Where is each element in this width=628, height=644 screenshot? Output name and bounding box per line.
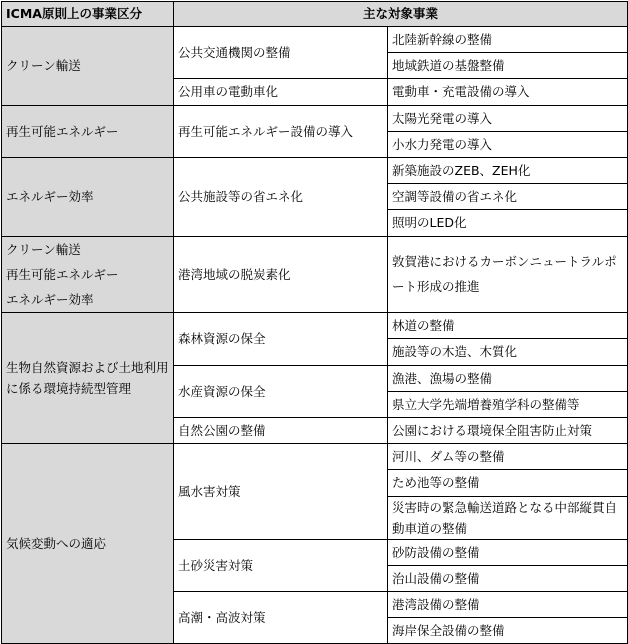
target-project-cell: 地域鉄道の基盤整備 bbox=[388, 53, 628, 79]
category-line: エネルギー効率 bbox=[6, 292, 94, 308]
sub-project-cell: 水産資源の保全 bbox=[174, 365, 388, 417]
target-project-cell: 空調等設備の省エネ化 bbox=[388, 184, 628, 210]
category-cell bbox=[2, 105, 174, 157]
category-line: 生物自然資源および土地利用に係る環境持続型管理 bbox=[6, 360, 169, 397]
target-project-cell: 新築施設のZEB、ZEH化 bbox=[388, 158, 628, 184]
header-row bbox=[2, 2, 628, 27]
table-row bbox=[2, 105, 628, 131]
sub-project-cell: 自然公園の整備 bbox=[174, 418, 388, 444]
sub-project-cell: 土砂災害対策 bbox=[174, 539, 388, 591]
sub-project-cell: 再生可能エネルギー設備の導入 bbox=[174, 105, 388, 157]
target-project-cell: 敦賀港におけるカーボンニュートラルポート形成の推進 bbox=[388, 236, 628, 313]
target-project-cell: 北陸新幹線の整備 bbox=[388, 27, 628, 53]
category-line: 気候変動への適応 bbox=[6, 536, 107, 552]
target-project-cell: 小水力発電の導入 bbox=[388, 131, 628, 157]
sub-project-cell: 高潮・高波対策 bbox=[174, 592, 388, 644]
category-cell bbox=[2, 313, 174, 444]
table-row bbox=[2, 313, 628, 339]
category-line: 再生可能エネルギー bbox=[6, 123, 119, 139]
target-project-cell: 漁港、漁場の整備 bbox=[388, 365, 628, 391]
sub-project-cell: 公用車の電動車化 bbox=[174, 79, 388, 105]
target-project-cell: 砂防設備の整備 bbox=[388, 539, 628, 565]
category-line: エネルギー効率 bbox=[6, 189, 94, 205]
category-line: クリーン輸送 bbox=[6, 58, 81, 74]
sub-project-cell: 風水害対策 bbox=[174, 444, 388, 539]
header-targets: 主な対象事業 bbox=[174, 2, 628, 27]
target-project-cell: 県立大学先端増養殖学科の整備等 bbox=[388, 391, 628, 417]
category-cell bbox=[2, 27, 174, 106]
target-project-cell: ため池等の整備 bbox=[388, 470, 628, 496]
sub-project-cell: 港湾地域の脱炭素化 bbox=[174, 236, 388, 313]
category-cell bbox=[2, 444, 174, 644]
header-category: ICMA原則上の事業区分 bbox=[2, 2, 174, 27]
category-line: 再生可能エネルギー bbox=[6, 266, 119, 282]
category-cell bbox=[2, 236, 174, 313]
target-project-cell: 治山設備の整備 bbox=[388, 565, 628, 591]
project-category-table bbox=[1, 1, 628, 644]
target-project-cell: 海岸保全設備の整備 bbox=[388, 618, 628, 644]
sub-project-cell: 公共交通機関の整備 bbox=[174, 27, 388, 79]
target-project-cell: 照明のLED化 bbox=[388, 210, 628, 236]
target-project-cell: 電動車・充電設備の導入 bbox=[388, 79, 628, 105]
table-row bbox=[2, 236, 628, 313]
table-row bbox=[2, 27, 628, 53]
target-project-cell: 公園における環境保全阻害防止対策 bbox=[388, 418, 628, 444]
table-row bbox=[2, 444, 628, 470]
target-project-cell: 災害時の緊急輸送道路となる中部縦貫自動車道の整備 bbox=[388, 496, 628, 539]
category-line: クリーン輸送 bbox=[6, 241, 81, 257]
category-cell bbox=[2, 158, 174, 237]
target-project-cell: 施設等の木造、木質化 bbox=[388, 339, 628, 365]
table-row bbox=[2, 158, 628, 184]
sub-project-cell: 森林資源の保全 bbox=[174, 313, 388, 365]
target-project-cell: 河川、ダム等の整備 bbox=[388, 444, 628, 470]
sub-project-cell: 公共施設等の省エネ化 bbox=[174, 158, 388, 237]
target-project-cell: 港湾設備の整備 bbox=[388, 592, 628, 618]
target-project-cell: 林道の整備 bbox=[388, 313, 628, 339]
target-project-cell: 太陽光発電の導入 bbox=[388, 105, 628, 131]
